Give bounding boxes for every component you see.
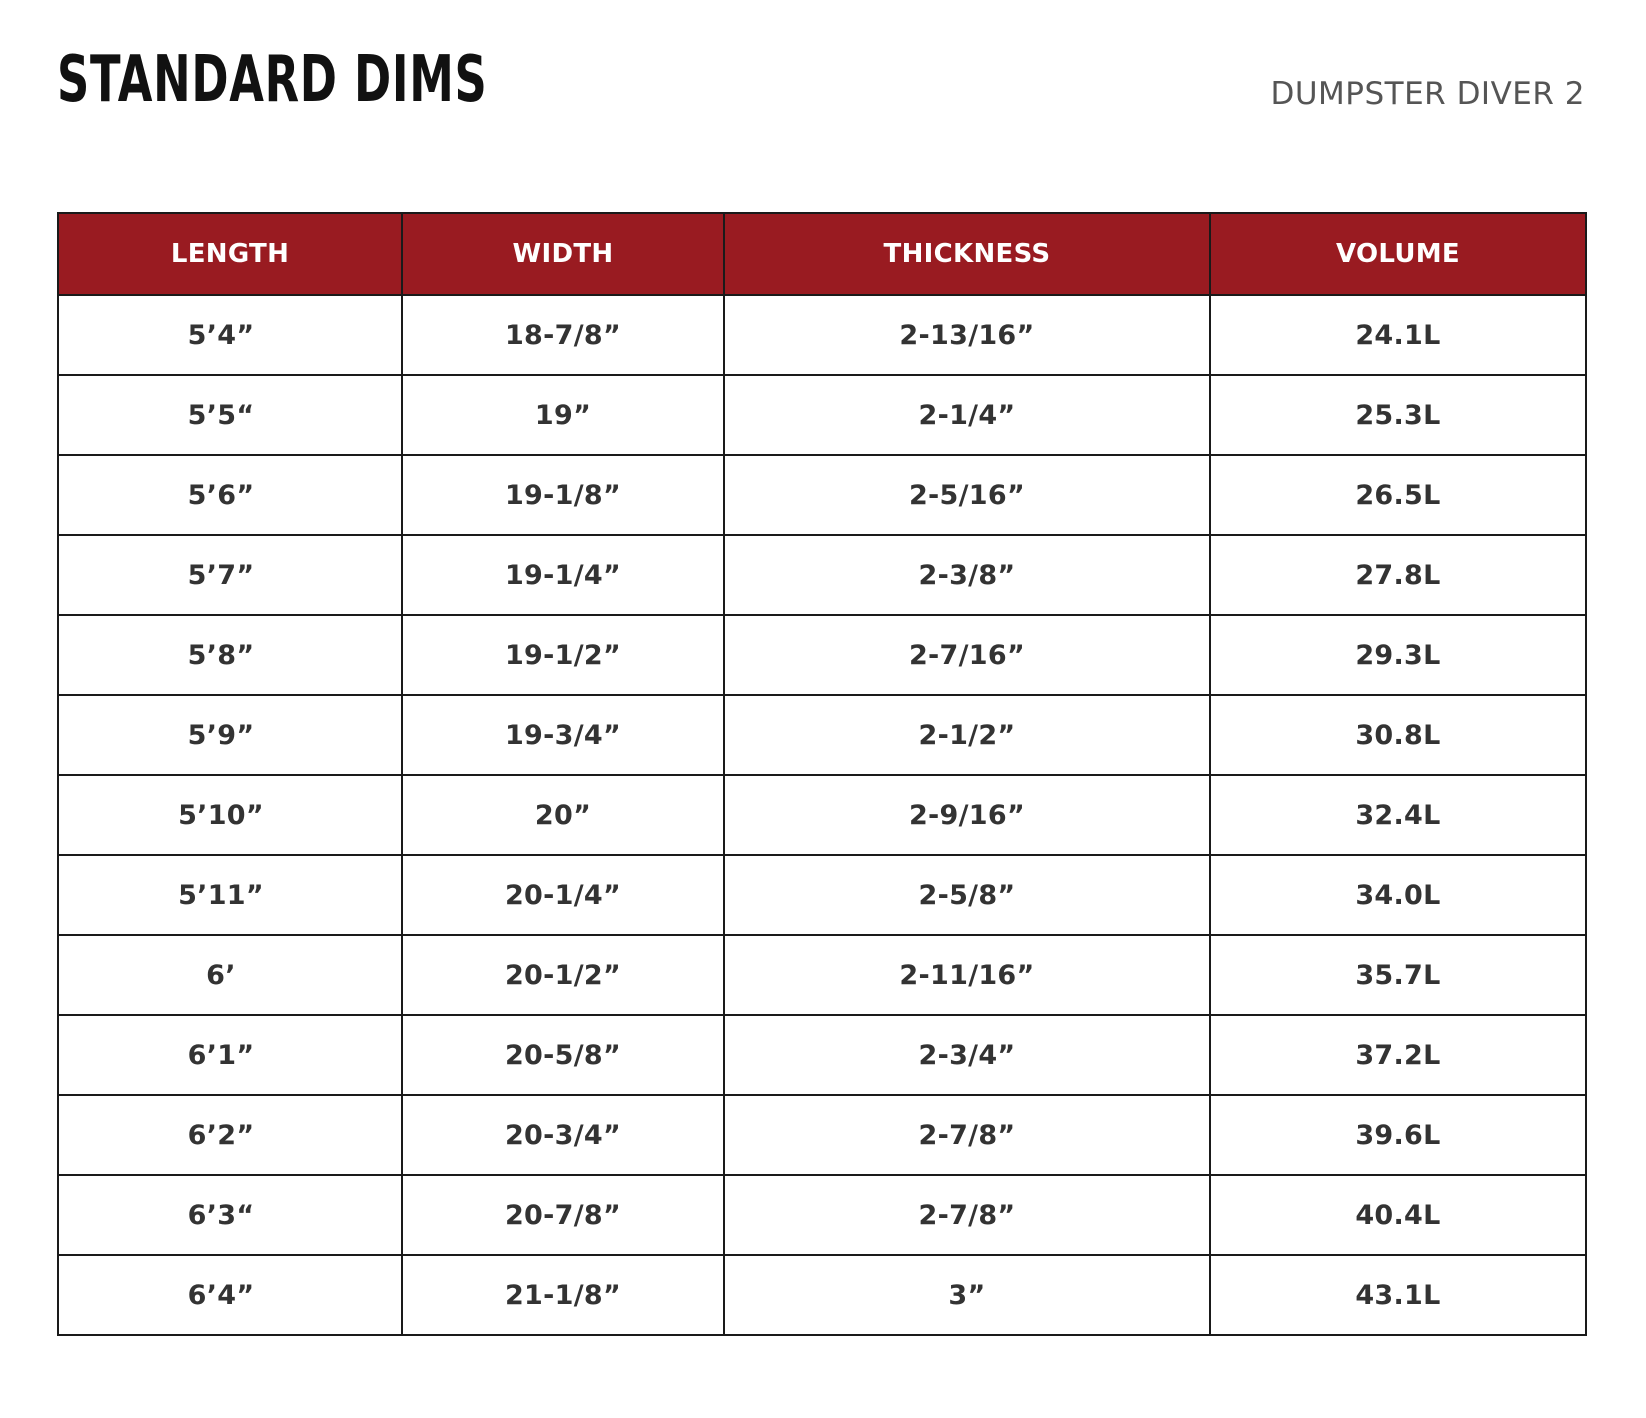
cell-length: 5’10”: [58, 775, 402, 855]
cell-thickness: 2-3/8”: [724, 535, 1210, 615]
cell-width: 19”: [402, 375, 724, 455]
table-row: [58, 775, 1586, 855]
cell-volume: 29.3L: [1210, 615, 1586, 695]
cell-volume: 26.5L: [1210, 455, 1586, 535]
cell-width: 20-1/2”: [402, 935, 724, 1015]
cell-thickness: 3”: [724, 1255, 1210, 1335]
cell-width: 19-1/4”: [402, 535, 724, 615]
cell-thickness: 2-11/16”: [724, 935, 1210, 1015]
cell-thickness: 2-3/4”: [724, 1015, 1210, 1095]
table-row: [58, 615, 1586, 695]
cell-length: 6’3“: [58, 1175, 402, 1255]
cell-length: 5’11”: [58, 855, 402, 935]
cell-width: 20-5/8”: [402, 1015, 724, 1095]
cell-volume: 27.8L: [1210, 535, 1586, 615]
table-row: [58, 455, 1586, 535]
cell-thickness: 2-7/8”: [724, 1175, 1210, 1255]
table-row: [58, 295, 1586, 375]
table-row: [58, 535, 1586, 615]
cell-length: 5’8”: [58, 615, 402, 695]
table-row: [58, 1095, 1586, 1175]
page-title: STANDARD DIMS: [57, 43, 488, 117]
header-row: [58, 213, 1586, 295]
cell-volume: 43.1L: [1210, 1255, 1586, 1335]
cell-width: 19-1/2”: [402, 615, 724, 695]
cell-volume: 37.2L: [1210, 1015, 1586, 1095]
column-header-thickness: THICKNESS: [724, 213, 1210, 295]
table-row: [58, 855, 1586, 935]
table-row: [58, 1175, 1586, 1255]
cell-length: 5’6”: [58, 455, 402, 535]
cell-length: 6’: [58, 935, 402, 1015]
cell-length: 5’7”: [58, 535, 402, 615]
cell-volume: 24.1L: [1210, 295, 1586, 375]
table-row: [58, 935, 1586, 1015]
cell-volume: 39.6L: [1210, 1095, 1586, 1175]
cell-width: 18-7/8”: [402, 295, 724, 375]
cell-width: 19-1/8”: [402, 455, 724, 535]
cell-width: 20-3/4”: [402, 1095, 724, 1175]
cell-volume: 32.4L: [1210, 775, 1586, 855]
cell-thickness: 2-1/2”: [724, 695, 1210, 775]
cell-volume: 30.8L: [1210, 695, 1586, 775]
cell-length: 6’2”: [58, 1095, 402, 1175]
cell-volume: 40.4L: [1210, 1175, 1586, 1255]
cell-thickness: 2-7/8”: [724, 1095, 1210, 1175]
cell-thickness: 2-13/16”: [724, 295, 1210, 375]
column-header-length: LENGTH: [58, 213, 402, 295]
cell-volume: 34.0L: [1210, 855, 1586, 935]
table-header: [58, 213, 1586, 295]
cell-volume: 25.3L: [1210, 375, 1586, 455]
cell-width: 21-1/8”: [402, 1255, 724, 1335]
cell-width: 20”: [402, 775, 724, 855]
cell-length: 6’1”: [58, 1015, 402, 1095]
cell-length: 5’9”: [58, 695, 402, 775]
cell-thickness: 2-5/8”: [724, 855, 1210, 935]
cell-width: 19-3/4”: [402, 695, 724, 775]
cell-width: 20-7/8”: [402, 1175, 724, 1255]
cell-thickness: 2-1/4”: [724, 375, 1210, 455]
cell-length: 6’4”: [58, 1255, 402, 1335]
table-body: [58, 295, 1586, 1335]
cell-width: 20-1/4”: [402, 855, 724, 935]
table-row: [58, 1015, 1586, 1095]
cell-thickness: 2-7/16”: [724, 615, 1210, 695]
dimensions-table: [57, 212, 1587, 1336]
cell-length: 5’4”: [58, 295, 402, 375]
column-header-volume: VOLUME: [1210, 213, 1586, 295]
table-row: [58, 695, 1586, 775]
cell-length: 5’5“: [58, 375, 402, 455]
column-header-width: WIDTH: [402, 213, 724, 295]
cell-thickness: 2-9/16”: [724, 775, 1210, 855]
model-name: DUMPSTER DIVER 2: [1270, 76, 1585, 112]
cell-volume: 35.7L: [1210, 935, 1586, 1015]
cell-thickness: 2-5/16”: [724, 455, 1210, 535]
table-row: [58, 375, 1586, 455]
table-row: [58, 1255, 1586, 1335]
